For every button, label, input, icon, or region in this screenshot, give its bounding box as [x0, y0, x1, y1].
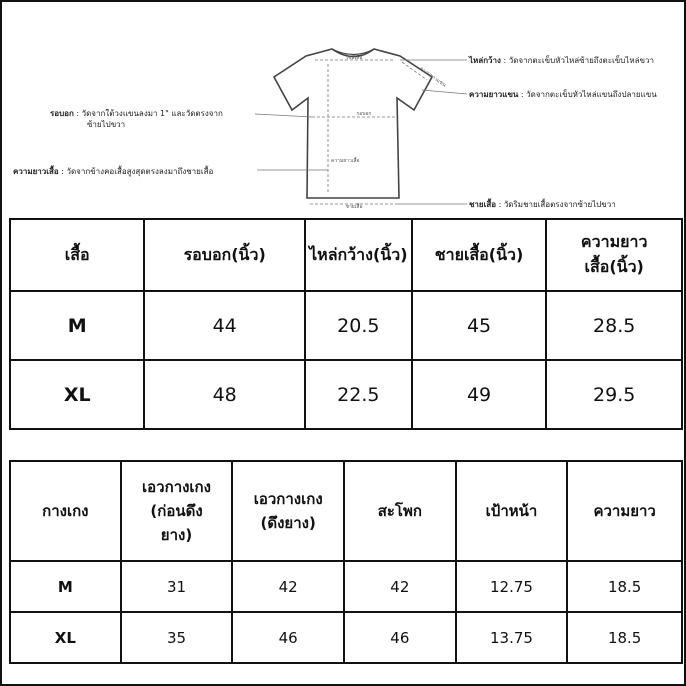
cell-waist-relaxed: 31 [121, 561, 233, 612]
cell-waist-stretched: 42 [232, 561, 344, 612]
cell-hem: 45 [412, 291, 547, 360]
diagram-sleeve-tag: ความยาวแขน [418, 65, 447, 89]
pants-header-waist-relaxed: เอวกางเกง (ก่อนดึง ยาง) [121, 461, 233, 561]
note-length: ความยาวเสื้อ : วัดจากข้างคอเสื้อสูงสุดตรงลงมาถึงชายเสื้อ [13, 167, 214, 176]
diagram-length-tag: ความยาวเสื้อ [331, 158, 360, 164]
shirt-header-hem: ชายเสื้อ(นิ้ว) [412, 219, 547, 291]
table-row [10, 360, 682, 429]
note-sleeve: ความยาวแขน : วัดจากตะเข็บหัวไหล่แขนถึงปลายแขน [469, 90, 657, 99]
size-label: XL [10, 612, 121, 663]
pants-header-item: กางเกง [10, 461, 121, 561]
table-row [10, 612, 682, 663]
size-label: M [10, 561, 121, 612]
cell-hip: 42 [344, 561, 456, 612]
table-row [10, 291, 682, 360]
note-hem: ชายเสื้อ : วัดริมชายเสื้อตรงจากซ้ายไปขวา [469, 200, 616, 209]
pants-header-waist-stretched: เอวกางเกง (ดึงยาง) [232, 461, 344, 561]
cell-length: 29.5 [546, 360, 682, 429]
cell-front-rise: 12.75 [456, 561, 568, 612]
pants-header-hip: สะโพก [344, 461, 456, 561]
shirt-size-table [9, 218, 683, 430]
diagram-chest-tag: รอบอก [356, 111, 372, 117]
shirt-header-chest: รอบอก(นิ้ว) [144, 219, 304, 291]
shirt-header-item: เสื้อ [10, 219, 144, 291]
cell-hip: 46 [344, 612, 456, 663]
size-label: XL [10, 360, 144, 429]
tshirt-diagram [2, 2, 684, 218]
note-chest: รอบอก : วัดจากใต้วงแขนลงมา 1" และวัดตรงจาก ซ้ายไปขวา [50, 109, 223, 129]
diagram-hem-tag: ชายเสื้อ [345, 204, 363, 210]
shirt-header-length: ความยาว เสื้อ(นิ้ว) [546, 219, 682, 291]
cell-shoulder: 20.5 [305, 291, 412, 360]
pants-size-table [9, 460, 683, 664]
table-row [10, 561, 682, 612]
shirt-header-shoulder: ไหล่กว้าง(นิ้ว) [305, 219, 412, 291]
size-label: M [10, 291, 144, 360]
cell-waist-stretched: 46 [232, 612, 344, 663]
cell-chest: 44 [144, 291, 304, 360]
cell-hem: 49 [412, 360, 547, 429]
pants-header-front-rise: เป้าหน้า [456, 461, 568, 561]
note-shoulder: ไหล่กว้าง : วัดจากตะเข็บหัวไหล่ซ้ายถึงตะเข็บไหล่ขวา [469, 56, 654, 65]
table-spacer [9, 432, 683, 460]
cell-length: 18.5 [567, 612, 682, 663]
pants-header-length: ความยาว [567, 461, 682, 561]
cell-length: 28.5 [546, 291, 682, 360]
cell-waist-relaxed: 35 [121, 612, 233, 663]
cell-length: 18.5 [567, 561, 682, 612]
cell-chest: 48 [144, 360, 304, 429]
cell-front-rise: 13.75 [456, 612, 568, 663]
cell-shoulder: 22.5 [305, 360, 412, 429]
pants-header-row [10, 461, 682, 561]
diagram-tag: ไซส์เสื้อ [345, 55, 363, 61]
shirt-header-row [10, 219, 682, 291]
